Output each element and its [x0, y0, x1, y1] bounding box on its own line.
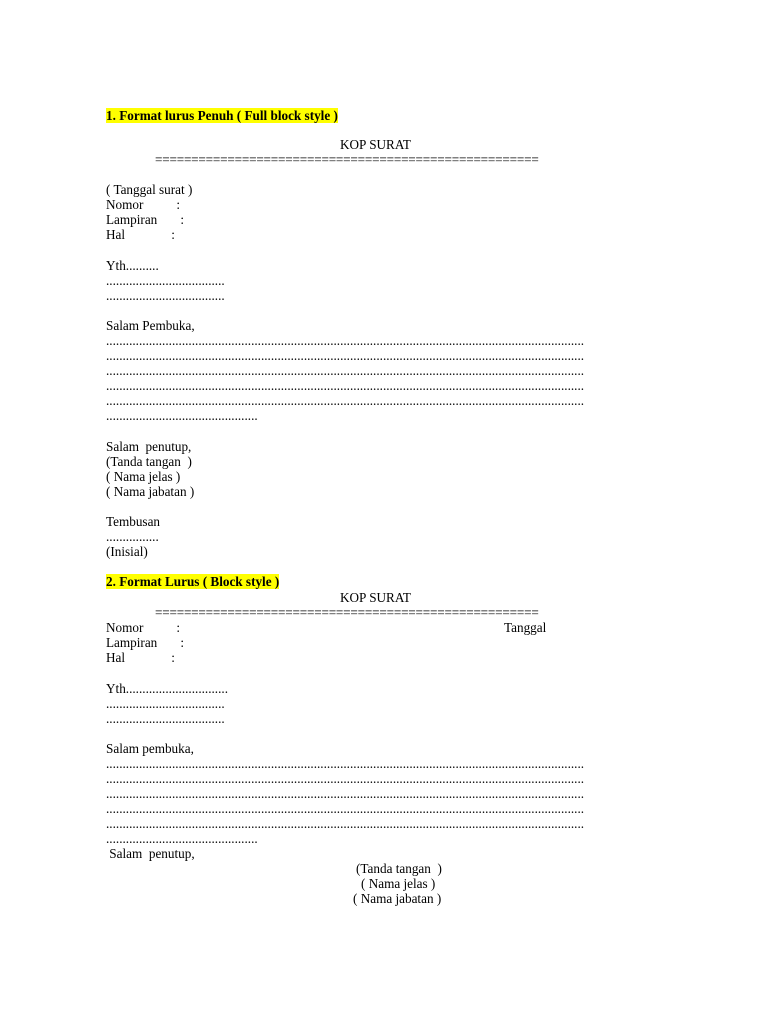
section2-body-line: ................................................................................................................................................. [106, 771, 585, 786]
section2-nama-jabatan: ( Nama jabatan ) [353, 891, 442, 906]
section2-body-line: ................................................................................................................................................. [106, 816, 585, 831]
section2-yth: Yth............................... [106, 681, 228, 696]
section1-body-line: ................................................................................................................................................. [106, 378, 585, 393]
section1-body-line: ................................................................................................................................................. [106, 363, 585, 378]
section2-nomor: Nomor : [106, 620, 180, 635]
section1-body-line: .............................................. [106, 408, 258, 423]
section2-lampiran: Lampiran : [106, 635, 185, 650]
section1-lampiran: Lampiran : [106, 212, 185, 227]
section1-nama-jabatan: ( Nama jabatan ) [106, 484, 195, 499]
section1-tembusan: Tembusan [106, 514, 161, 529]
section1-nama-jelas: ( Nama jelas ) [106, 469, 181, 484]
section1-address-line: .................................... [106, 288, 225, 303]
section1-heading: 1. Format lurus Penuh ( Full block style ) [106, 108, 338, 123]
section2-tanggal: Tanggal [504, 620, 547, 635]
section1-address-line: .................................... [106, 273, 225, 288]
section1-salam-penutup: Salam penutup, [106, 439, 192, 454]
section2-hal: Hal : [106, 650, 175, 665]
section1-salam-pembuka: Salam Pembuka, [106, 318, 195, 333]
section1-separator: ===================================================== [155, 152, 539, 167]
section1-body-line: ................................................................................................................................................. [106, 348, 585, 363]
section1-body-line: ................................................................................................................................................. [106, 333, 585, 348]
section2-tanda-tangan: (Tanda tangan ) [356, 861, 442, 876]
section2-salam-pembuka: Salam pembuka, [106, 741, 194, 756]
section1-tanda-tangan: (Tanda tangan ) [106, 454, 192, 469]
section2-body-line: ................................................................................................................................................. [106, 786, 585, 801]
section1-nomor: Nomor : [106, 197, 180, 212]
section2-body-line: ................................................................................................................................................. [106, 801, 585, 816]
section1-hal: Hal : [106, 227, 175, 242]
section1-inisial: (Inisial) [106, 544, 148, 559]
section1-kop-surat: KOP SURAT [340, 137, 411, 152]
section1-tanggal: ( Tanggal surat ) [106, 182, 193, 197]
section2-heading: 2. Format Lurus ( Block style ) [106, 574, 280, 589]
section2-salam-penutup: Salam penutup, [106, 846, 195, 861]
section2-kop-surat: KOP SURAT [340, 590, 411, 605]
section2-address-line: .................................... [106, 696, 225, 711]
section1-yth: Yth.......... [106, 258, 159, 273]
section2-nama-jelas: ( Nama jelas ) [361, 876, 436, 891]
section2-separator: ===================================================== [155, 605, 539, 620]
section1-tembusan-dots: ................ [106, 529, 159, 544]
section2-body-line: ................................................................................................................................................. [106, 756, 585, 771]
section1-body-line: ................................................................................................................................................. [106, 393, 585, 408]
section2-address-line: .................................... [106, 711, 225, 726]
section2-body-line: .............................................. [106, 831, 258, 846]
